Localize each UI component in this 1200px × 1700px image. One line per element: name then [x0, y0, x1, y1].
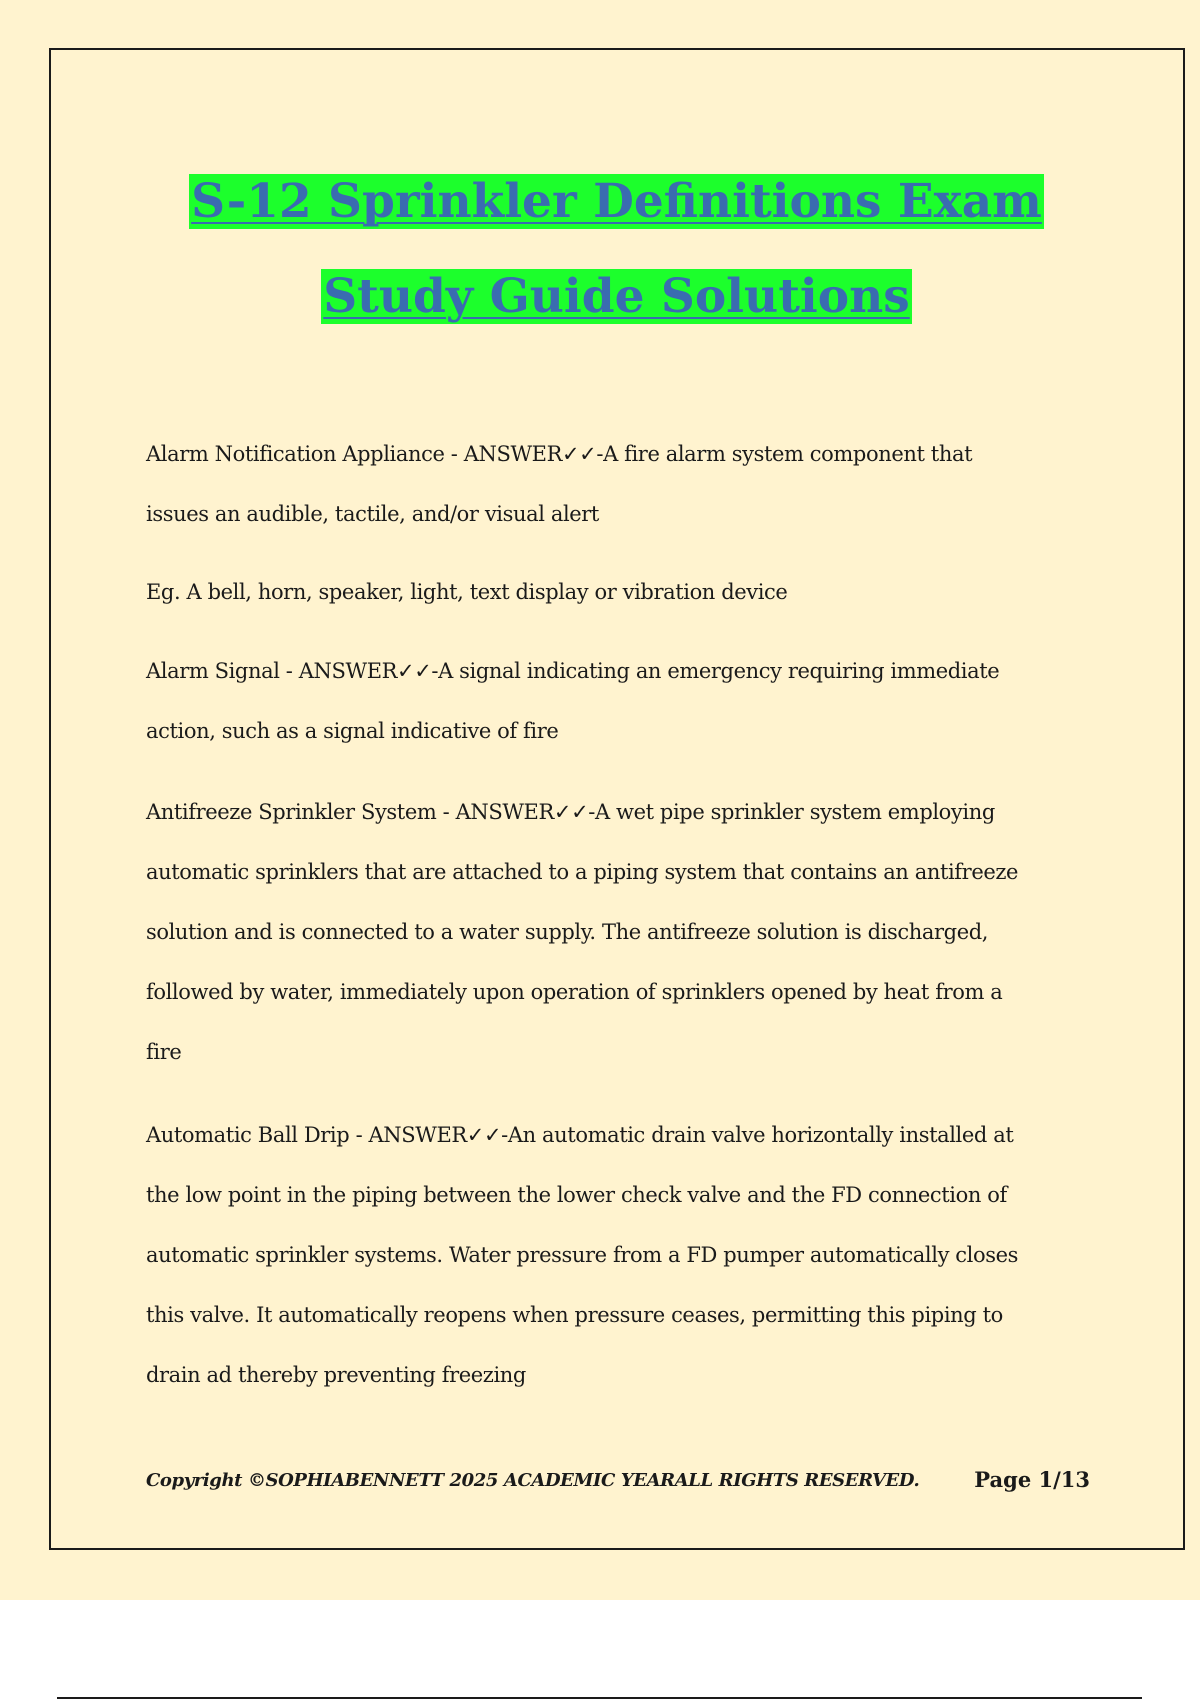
definition-antifreeze-sprinkler-system	[146, 782, 1086, 1082]
title-highlight-1: S-12 Sprinkler Definitions Exam	[191, 174, 1042, 229]
title-highlight-2: Study Guide Solutions	[323, 269, 910, 324]
entry-line: followed by water, immediately upon operation of sprinklers opened by heat from a	[146, 980, 1003, 1004]
footer-copyright: Copyright ©SOPHIABENNETT 2025 ACADEMIC YEARALL RIGHTS RESERVED.	[146, 1470, 920, 1491]
entry-line: issues an audible, tactile, and/or visual alert	[146, 502, 599, 526]
entry-line: Alarm Notification Appliance - ANSWER✓✓-A fire alarm system component that	[146, 442, 973, 466]
document-title-line-1	[60, 170, 1173, 234]
entry-line: this valve. It automatically reopens when pressure ceases, permitting this piping to	[146, 1303, 1003, 1327]
definition-automatic-ball-drip	[146, 1105, 1086, 1405]
entry-line: Alarm Signal - ANSWER✓✓-A signal indicating an emergency requiring immediate	[146, 659, 1000, 683]
entry-line: the low point in the piping between the lower check valve and the FD connection of	[146, 1183, 1007, 1207]
entry-line: Automatic Ball Drip - ANSWER✓✓-An automatic drain valve horizontally installed at	[146, 1123, 1014, 1147]
definition-alarm-signal	[146, 641, 1086, 761]
entry-line: Antifreeze Sprinkler System - ANSWER✓✓-A wet pipe sprinkler system employing	[146, 800, 995, 824]
bottom-divider	[57, 1697, 1142, 1699]
definition-example	[146, 562, 1086, 622]
entry-line: Eg. A bell, horn, speaker, light, text display or vibration device	[146, 580, 788, 604]
definition-alarm-notification-appliance	[146, 424, 1086, 544]
entry-line: automatic sprinklers that are attached to a piping system that contains an antifreeze	[146, 860, 1019, 884]
entry-line: automatic sprinkler systems. Water pressure from a FD pumper automatically closes	[146, 1243, 1019, 1267]
entry-line: fire	[146, 1040, 182, 1064]
document-title-line-2	[60, 265, 1173, 329]
page-number: Page 1/13	[974, 1467, 1090, 1492]
entry-line: solution and is connected to a water supply. The antifreeze solution is discharged,	[146, 920, 989, 944]
entry-line: drain ad thereby preventing freezing	[146, 1363, 526, 1387]
entry-line: action, such as a signal indicative of fire	[146, 719, 559, 743]
